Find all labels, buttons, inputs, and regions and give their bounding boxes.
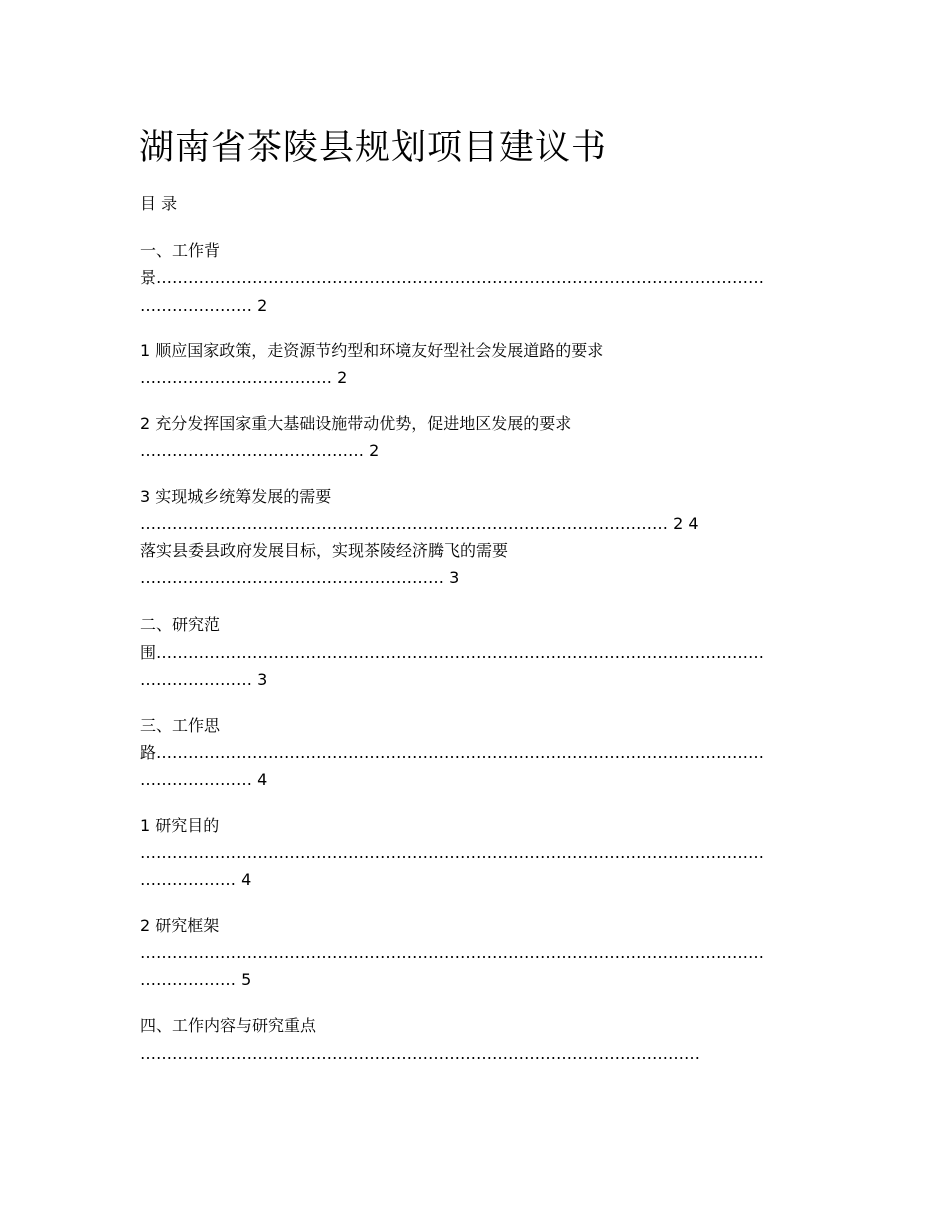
toc-entry-background-page: ………………… 2 <box>140 296 268 315</box>
toc-heading: 目 录 <box>140 194 178 213</box>
toc-entry-scope-leader: 围…………………………………………………………………………………………………… <box>140 643 764 662</box>
toc-entry-3-2-title: 2 研究框架 <box>140 916 220 935</box>
toc-entry-1-1-title: 1 顺应国家政策，走资源节约型和环境友好型社会发展道路的要求 <box>140 341 604 360</box>
toc-entry-background-title: 一、工作背 <box>140 241 221 260</box>
toc-entry-content-title: 四、工作内容与研究重点 <box>140 1016 317 1035</box>
toc-entry-approach-leader: 路…………………………………………………………………………………………………… <box>140 743 764 762</box>
toc-entry-1-2-title: 2 充分发挥国家重大基础设施带动优势，促进地区发展的要求 <box>140 414 572 433</box>
document-title: 湖南省茶陵县规划项目建议书 <box>139 128 608 168</box>
toc-entry-3-2-leader: ……………………………………………………………………………………………………… <box>140 943 764 962</box>
toc-entry-background-leader: 景…………………………………………………………………………………………………… <box>140 268 764 287</box>
toc-entry-1-1-page: ……………………………… 2 <box>140 368 348 387</box>
toc-entry-1-3-page: ……………………………………………………………………………………… 2 4 <box>140 514 699 533</box>
toc-entry-3-1-page: ……………… 4 <box>140 870 252 889</box>
toc-entry-content-leader: …………………………………………………………………………………………… <box>140 1044 700 1063</box>
toc-entry-approach-title: 三、工作思 <box>140 716 221 735</box>
toc-entry-3-1-leader: ……………………………………………………………………………………………………… <box>140 843 764 862</box>
toc-entry-1-4-page: ………………………………………………… 3 <box>140 568 460 587</box>
toc-entry-3-2-page: ……………… 5 <box>140 970 252 989</box>
toc-entry-3-1-title: 1 研究目的 <box>140 816 220 835</box>
toc-entry-1-2-page: …………………………………… 2 <box>140 441 380 460</box>
toc-entry-scope-page: ………………… 3 <box>140 670 268 689</box>
toc-entry-approach-page: ………………… 4 <box>140 770 268 789</box>
toc-entry-scope-title: 二、研究范 <box>140 615 221 634</box>
toc-entry-1-4-title: 落实县委县政府发展目标，实现茶陵经济腾飞的需要 <box>140 541 509 560</box>
toc-entry-1-3-title: 3 实现城乡统筹发展的需要 <box>140 487 332 506</box>
